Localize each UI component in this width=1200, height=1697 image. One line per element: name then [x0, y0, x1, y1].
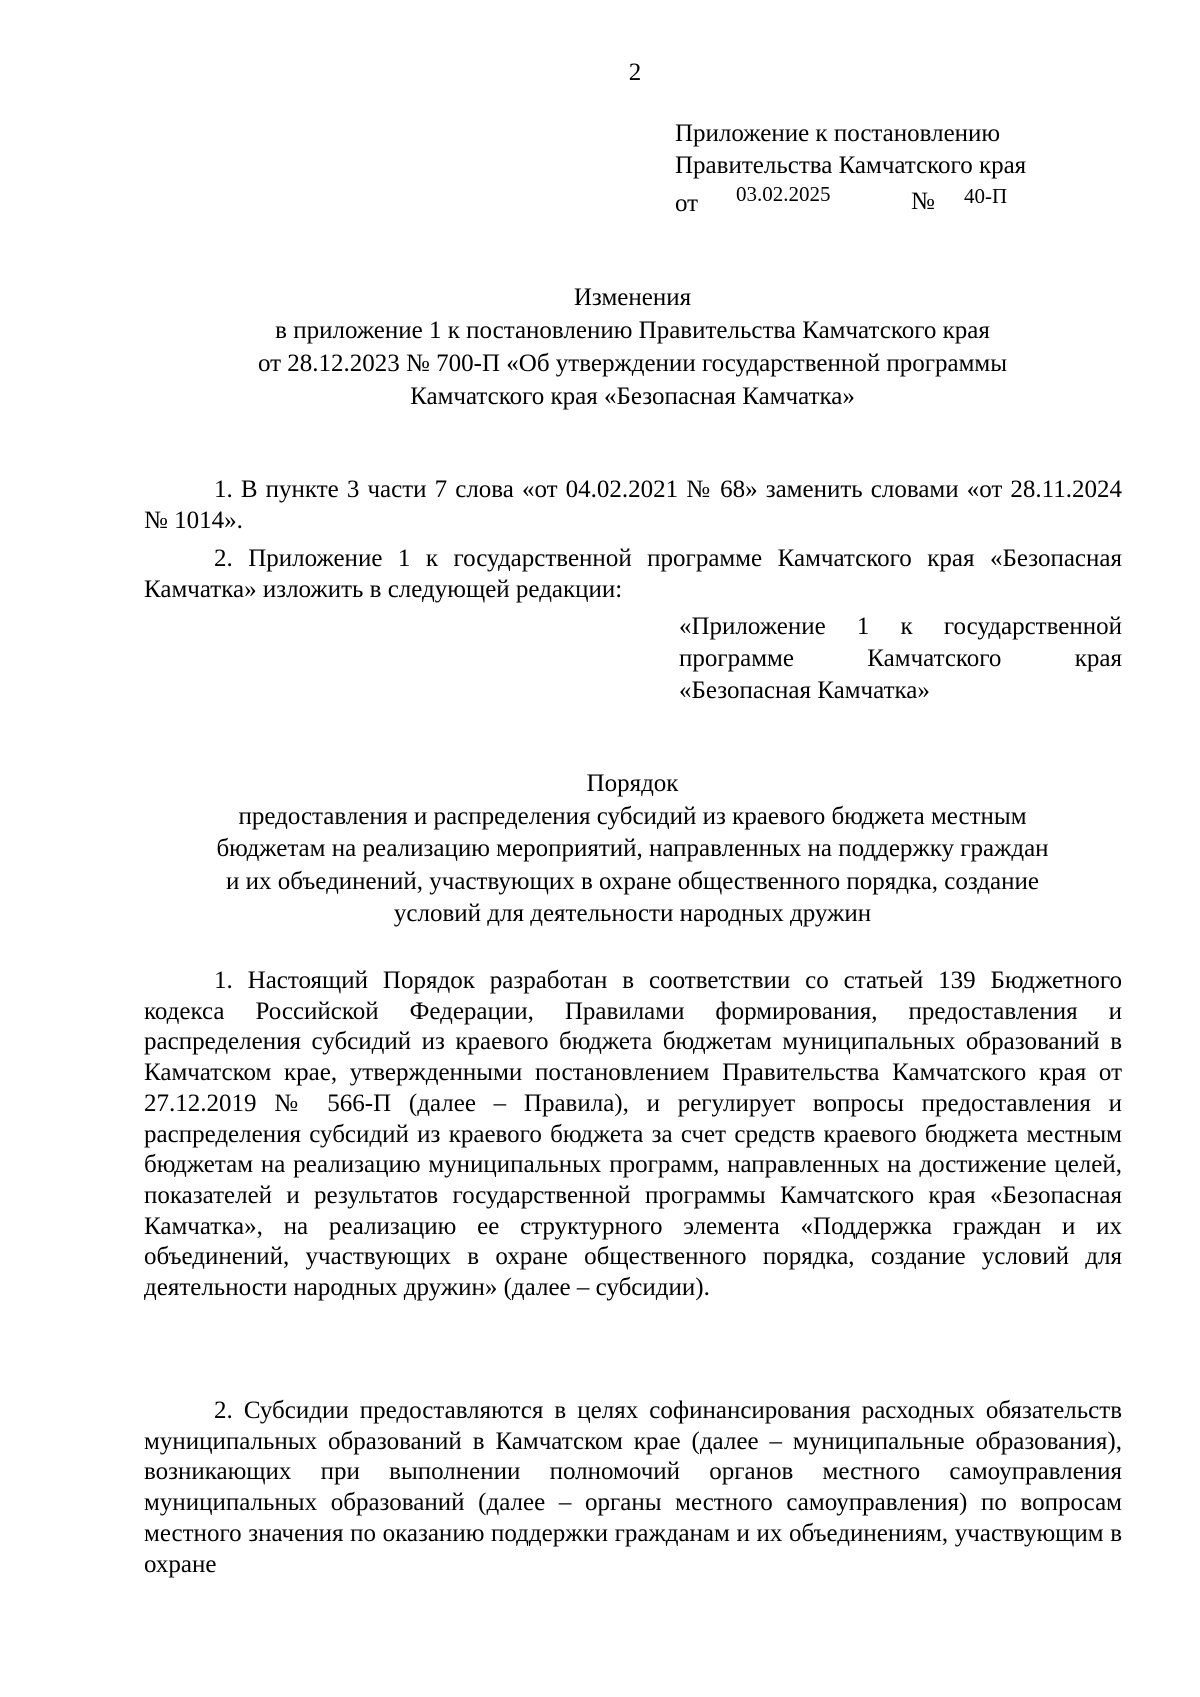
changes-item-2: 2. Приложение 1 к государственной программе Камчатского края «Безопасная Камчатка» изложить в следующей редакции:	[144, 545, 1122, 603]
resolution-date: 03.02.2025	[736, 182, 831, 206]
appendix-header	[675, 118, 1095, 217]
resolution-number: 40-П	[964, 184, 1008, 208]
number-sign: №	[911, 188, 935, 215]
sub-appendix-header	[679, 611, 1122, 707]
changes-item-1: 1. В пункте 3 части 7 слова «от 04.02.2021 № 68» заменить словами «от 28.11.2024 № 1014».	[144, 476, 1122, 534]
changes-title	[140, 281, 1125, 413]
order-title	[140, 768, 1125, 931]
order-title-line: предоставления и распределения субсидий из краевого бюджета местным	[238, 802, 1027, 830]
changes-title-line: Изменения	[573, 284, 692, 311]
appendix-date-line	[675, 182, 1095, 217]
changes-title-line: в приложение 1 к постановлению Правительства Камчатского края	[275, 317, 990, 344]
appendix-header-line: Правительства Камчатского края	[675, 152, 1027, 179]
order-title-line: Порядок	[586, 770, 679, 797]
order-item-1: 1. Настоящий Порядок разработан в соответствии со статьей 139 Бюджетного кодекса Российской Федерации, Правилами формирования, предоставления и распределения субсидий из краевого бюджета бюджетам муниципальных образований в Камчатском крае, утвержденными постановлением Правительства Камчатского края от 27.12.2019 № 566-П (далее – Правила), и регулирует вопросы предоставления и распределения субсидий из краевого бюджета за счет средств краевого бюджета местным бюджетам на реализацию муниципальных программ, направленных на достижение целей, показателей и результатов государственной программы Камчатского края «Безопасная Камчатка», на реализацию ее структурного элемента «Поддержка граждан и их объединений, участвующих в охране общественного порядка, создание условий для деятельности народных дружин» (далее – субсидии).	[144, 967, 1122, 1302]
order-title-line: условий для деятельности народных дружин	[393, 900, 872, 928]
order-title-line: и их объединений, участвующих в охране общественного порядка, создание	[226, 867, 1039, 895]
page-number: 2	[628, 59, 642, 86]
appendix-header-line: Приложение к постановлению	[675, 120, 1001, 147]
sub-appendix-line: «Приложение 1 к государственной	[679, 613, 1122, 640]
from-label: от	[675, 190, 699, 217]
changes-title-line: от 28.12.2023 № 700-П «Об утверждении государственной программы	[257, 350, 1008, 377]
changes-title-line: Камчатского края «Безопасная Камчатка»	[410, 383, 855, 410]
order-item-2: 2. Субсидии предоставляются в целях софинансирования расходных обязательств муниципальных образований в Камчатском крае (далее – муниципальные образования), возникающих при выполнении полномочий органов местного самоуправления муниципальных образований (далее – органы местного самоуправления) по вопросам местного значения по оказанию поддержки гражданам и их объединениям, участвующим в охране	[144, 1397, 1122, 1578]
order-title-line: бюджетам на реализацию мероприятий, направленных на поддержку граждан	[216, 835, 1049, 863]
sub-appendix-line: программе Камчатского края	[679, 645, 1122, 672]
sub-appendix-line: «Безопасная Камчатка»	[679, 677, 930, 704]
